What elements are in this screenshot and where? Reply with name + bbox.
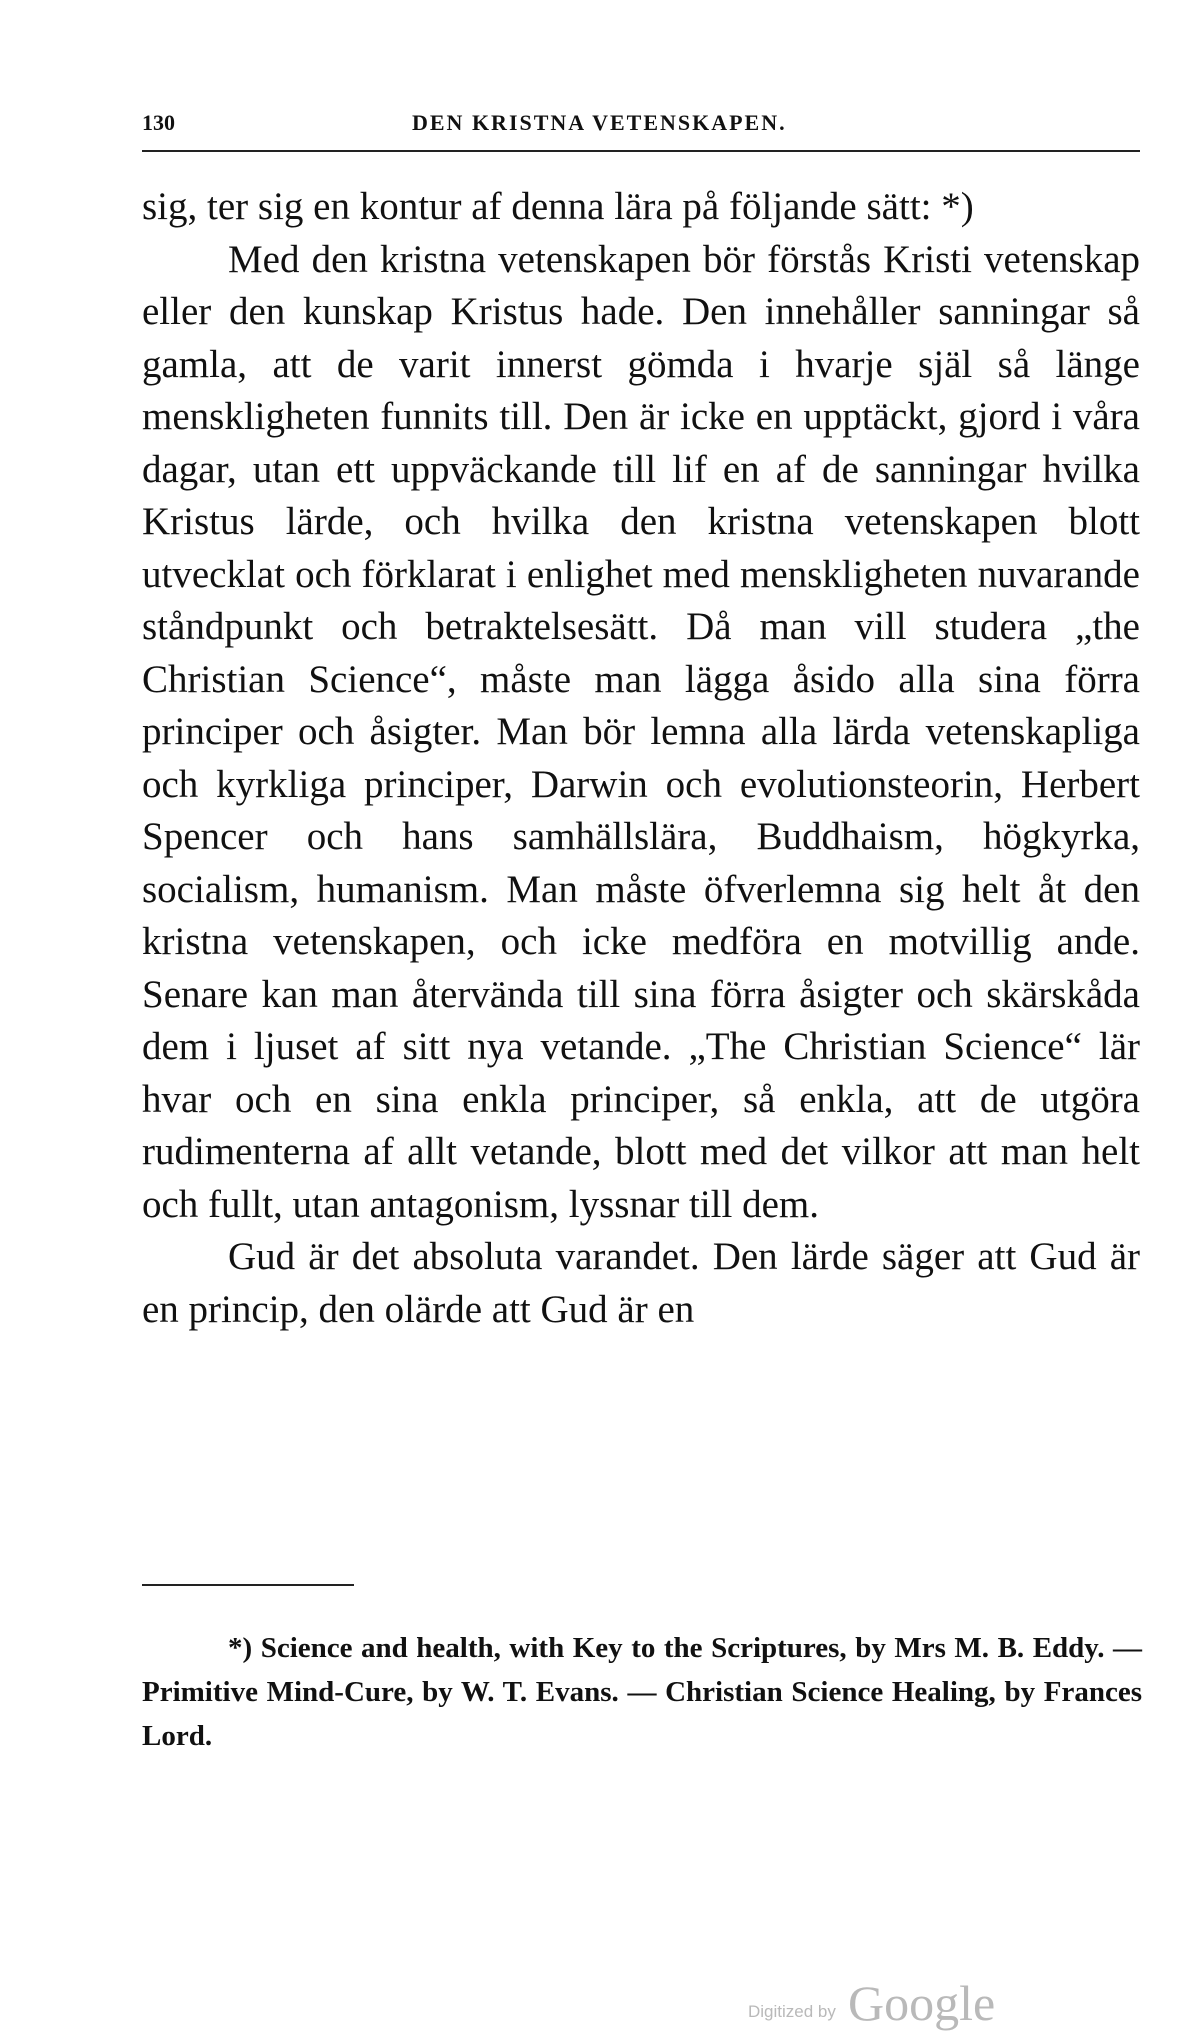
watermark-prefix: Digitized by	[748, 2002, 836, 2021]
paragraph: sig, ter sig en kontur af denna lära på följande sätt: *)	[142, 185, 974, 228]
footnote-text: *) Science and health, with Key to the Scriptures, by Mrs M. B. Eddy. — Primitive Mind-Cure, by W. T. Evans. — Christian Science Healing, by Frances Lord.	[142, 1632, 1142, 1752]
google-logo: Google	[848, 1975, 996, 2031]
paragraph: Med den kristna vetenskapen bör förstås Kristi vetenskap eller den kunskap Kristus hade. Den innehåller sanningar så gamla, att de varit innerst gömda i hvarje själ så länge menskligheten funnits till. Den är icke en upptäckt, gjord i våra dagar, utan ett uppväckande till lif en af de sanningar hvilka Kristus lärde, och hvilka den kristna vetenskapen blott utvecklat och förklarat i enlighet med menskligheten nuvarande ståndpunkt och betraktelsesätt. Då man vill studera „the Christian Science“, måste man lägga åsido alla sina förra principer och åsigter. Man bör lemna alla lärda vetenskapliga och kyrkliga principer, Darwin och evolutionsteorin, Herbert Spencer och hans samhällslära, Buddhaism, högkyrka, socialism, humanism. Man måste öfverlemna sig helt åt den kristna vetenskapen, och icke medföra en motvillig ande. Senare kan man återvända till sina förra åsigter och skärskåda dem i ljuset af sitt nya vetande. „The Christian Science“ lär hvar och en sina enkla principer, så enkla, att de utgöra rudimenterna af allt vetande, blott med det vilkor att man helt och fullt, utan antagonism, lyssnar till dem.	[142, 237, 1140, 1226]
running-title: DEN KRISTNA VETENSKAPEN.	[412, 110, 787, 135]
footnote	[142, 1626, 1142, 1758]
footnote-rule	[142, 1584, 354, 1586]
page-header	[142, 110, 1140, 140]
digitized-watermark	[748, 1975, 1008, 2031]
paragraph: Gud är det absoluta varandet. Den lärde säger att Gud är en princip, den olärde att Gud är en	[142, 1235, 1140, 1331]
body-text	[142, 181, 1140, 1336]
header-rule	[142, 150, 1140, 152]
page-number: 130	[142, 110, 175, 135]
